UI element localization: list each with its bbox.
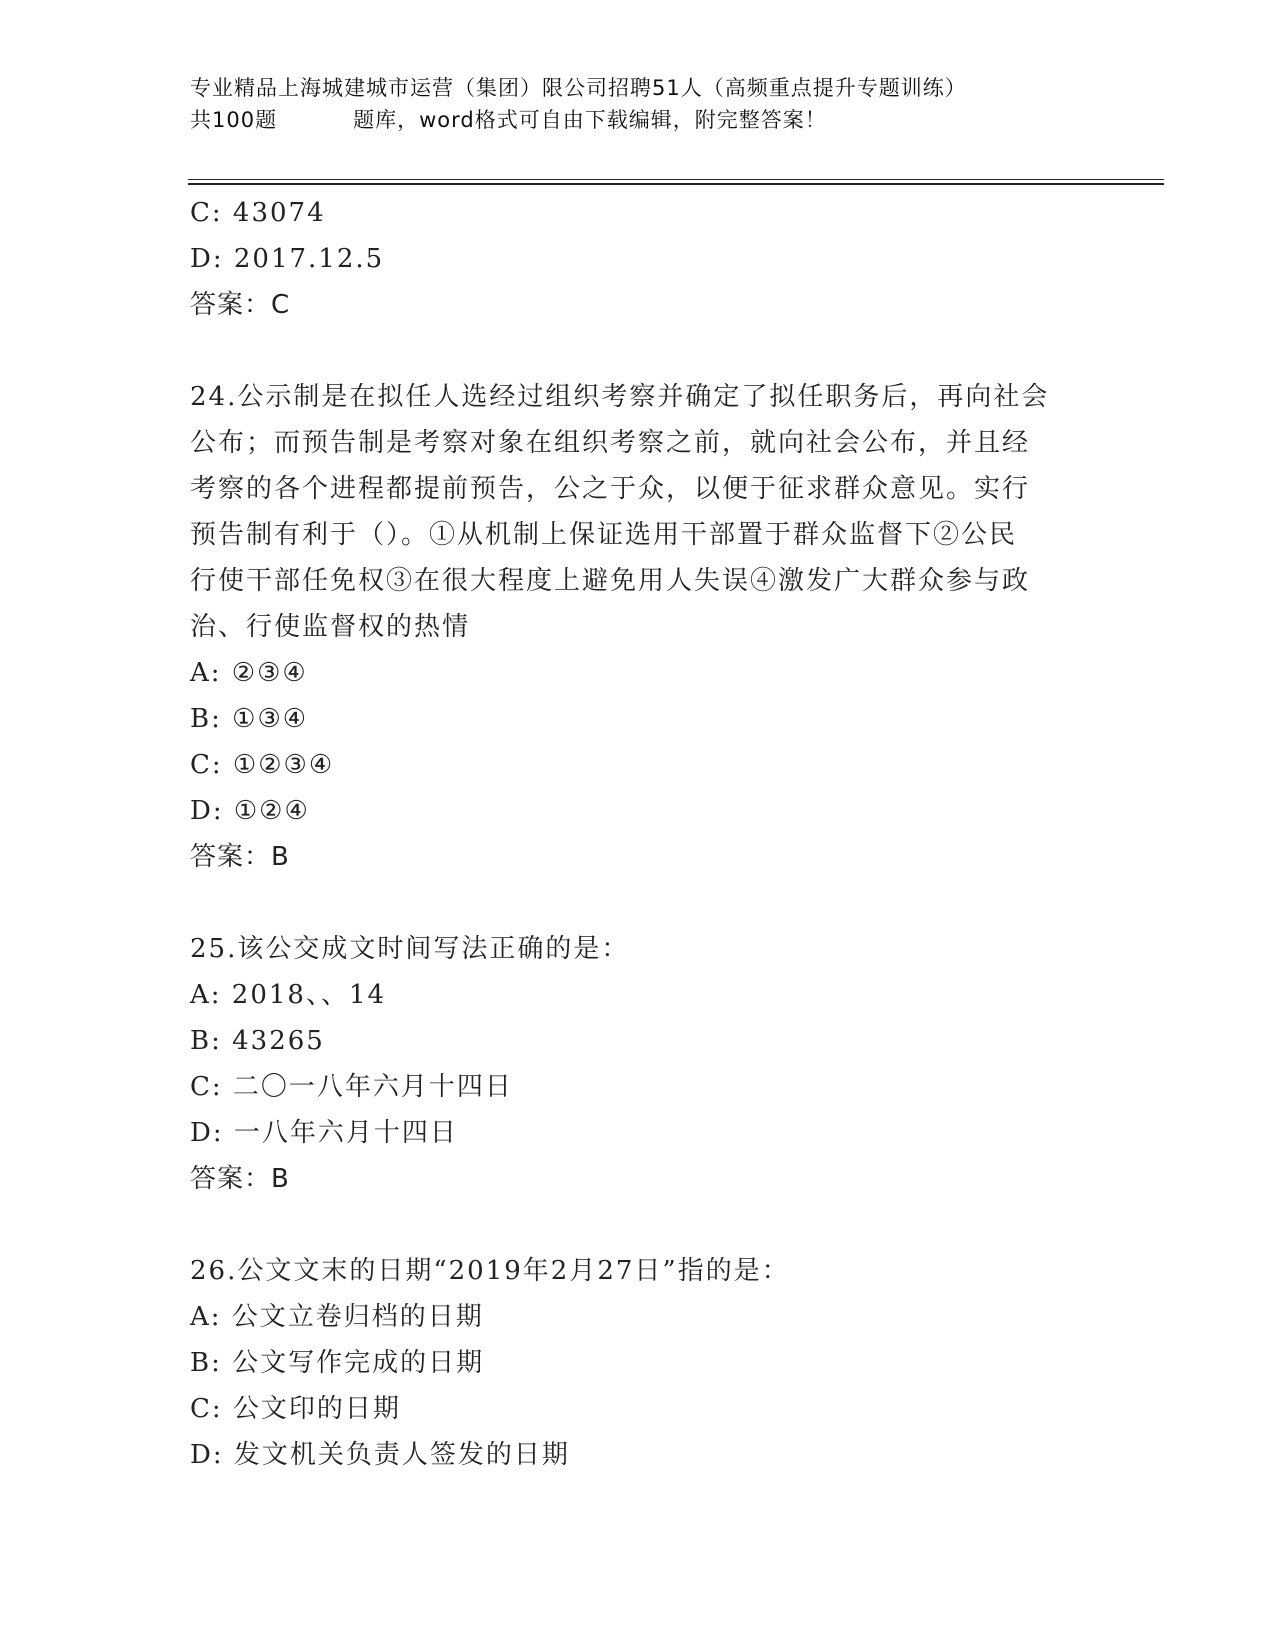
- option-b: B: 43265: [190, 1026, 325, 1056]
- answer-line: 答案：C: [190, 290, 291, 320]
- question-stem-line: 考察的各个进程都提前预告，公之于众，以便于征求群众意见。实行: [190, 474, 1031, 504]
- question-stem-line: 25.该公交成文时间写法正确的是：: [190, 934, 630, 964]
- question-stem-line: 24.公示制是在拟任人选经过组织考察并确定了拟任职务后，再向社会: [190, 382, 1050, 412]
- header-divider-thick: [188, 183, 1164, 185]
- option-c: C: 43074: [190, 198, 326, 228]
- option-b: B: 公文写作完成的日期: [190, 1348, 485, 1378]
- header-divider-thin: [188, 179, 1164, 180]
- answer-line: 答案：B: [190, 1164, 290, 1194]
- option-c: C: 公文印的日期: [190, 1394, 401, 1424]
- prev-question-block: [190, 190, 1090, 328]
- option-d: D: 2017.12.5: [190, 244, 385, 274]
- question-stem-line: 行使干部任免权③在很大程度上避免用人失误④激发广大群众参与政: [190, 566, 1031, 596]
- option-c: C: ①②③④: [190, 750, 335, 780]
- page-header: [190, 72, 1090, 136]
- option-b: B: ①③④: [190, 704, 309, 734]
- option-d: D: 一八年六月十四日: [190, 1118, 458, 1148]
- question-stem-line: 治、行使监督权的热情: [190, 612, 471, 642]
- question-stem-line: 26.公文文末的日期“2019年2月27日”指的是：: [190, 1256, 790, 1286]
- header-description: 题库，word格式可自由下载编辑，附完整答案！: [353, 108, 827, 132]
- question-25-block: [190, 926, 1090, 1202]
- header-title-line: 专业精品上海城建城市运营（集团）限公司招聘51人（高频重点提升专题训练）: [190, 76, 967, 100]
- option-c: C: 二〇一八年六月十四日: [190, 1072, 513, 1102]
- question-26-block: [190, 1248, 1090, 1478]
- header-question-count: 共100题: [190, 108, 278, 132]
- header-subtitle-line: [190, 104, 1090, 136]
- option-d: D: 发文机关负责人签发的日期: [190, 1440, 570, 1470]
- option-d: D: ①②④: [190, 796, 310, 826]
- question-stem-line: 预告制有利于（）。①从机制上保证选用干部置于群众监督下②公民: [190, 520, 1018, 550]
- option-a: A: 2018、、14: [190, 980, 387, 1010]
- answer-line: 答案：B: [190, 842, 290, 872]
- document-body: [190, 190, 1090, 1478]
- option-a: A: ②③④: [190, 658, 308, 688]
- question-stem-line: 公布；而预告制是考察对象在组织考察之前，就向社会公布，并且经: [190, 428, 1031, 458]
- option-a: A: 公文立卷归档的日期: [190, 1302, 484, 1332]
- question-24-block: [190, 374, 1090, 880]
